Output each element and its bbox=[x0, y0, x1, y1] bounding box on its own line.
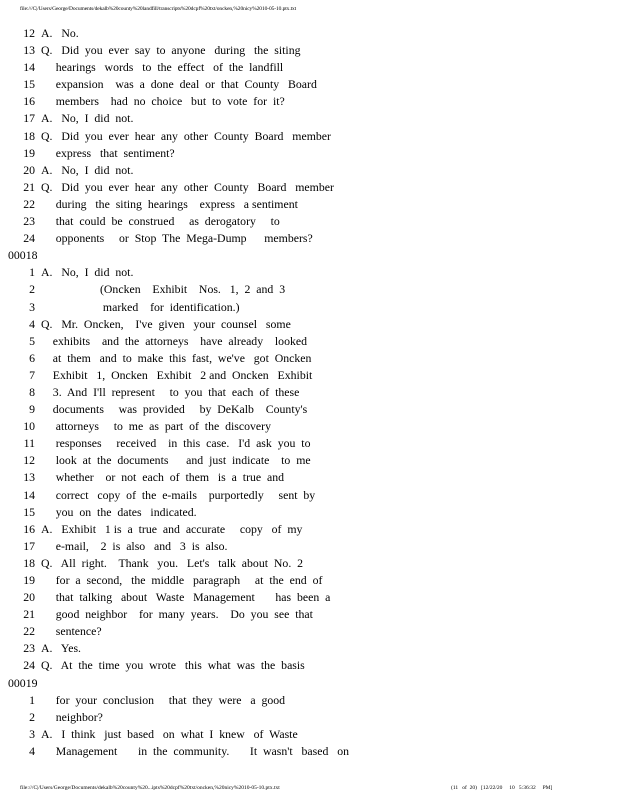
line-number: 18 bbox=[23, 128, 35, 143]
line-number: 17 bbox=[23, 111, 35, 126]
page-number: 00019 bbox=[8, 675, 38, 690]
line-text: opponents or Stop The Mega-Dump members? bbox=[41, 231, 313, 246]
line-number: 19 bbox=[23, 145, 35, 160]
line-text: that could be construed as derogatory to bbox=[41, 214, 280, 229]
line-text: whether or not each of them is a true and bbox=[41, 470, 285, 485]
line-number: 16 bbox=[23, 521, 35, 536]
transcript-line bbox=[8, 452, 608, 469]
line-text: for a second, the middle paragraph at the end of bbox=[41, 573, 323, 587]
line-number: 12 bbox=[23, 26, 35, 40]
line-text: during the siting hearings express a sentiment bbox=[41, 196, 298, 211]
line-number: 18 bbox=[23, 555, 35, 570]
transcript-line bbox=[8, 487, 608, 504]
line-number: 15 bbox=[23, 77, 35, 92]
line-text: Management in the community. It wasn't based on bbox=[41, 743, 350, 758]
line-number: 21 bbox=[23, 607, 35, 622]
transcript-line bbox=[8, 538, 608, 555]
line-text: sentence? bbox=[41, 624, 102, 639]
transcript-line bbox=[8, 76, 608, 93]
line-text: exhibits and the attorneys have already looked bbox=[41, 333, 308, 348]
transcript-line bbox=[8, 213, 608, 230]
footer-page-info: (11 of 20) [12/22/20 10 5:36:32 PM] bbox=[451, 785, 553, 791]
line-text: documents was provided by DeKalb County's bbox=[41, 402, 308, 417]
transcript-line bbox=[8, 128, 608, 145]
line-number: 2 bbox=[29, 282, 35, 297]
footer-file-path: file:///C|/Users/George/Documents/dekalb%20county%20...ipts%20dcpf%20txt/oncken,%20nicy%2010-05-10.ptx.txt bbox=[20, 785, 280, 791]
transcript-line bbox=[8, 555, 608, 572]
line-text: attorneys to me as part of the discovery bbox=[41, 419, 271, 434]
line-text: you on the dates indicated. bbox=[41, 504, 197, 519]
line-text: 3. And I'll represent to you that each of these bbox=[41, 384, 300, 399]
transcript-line bbox=[8, 179, 608, 196]
transcript-line bbox=[8, 657, 608, 674]
line-number: 14 bbox=[23, 487, 35, 502]
line-number: 19 bbox=[23, 573, 35, 587]
line-number: 13 bbox=[23, 470, 35, 485]
transcript-line bbox=[8, 692, 608, 709]
transcript-line bbox=[8, 230, 608, 247]
line-number: 15 bbox=[23, 504, 35, 519]
line-text: Q. Did you ever hear any other County Board member bbox=[41, 128, 331, 143]
transcript-line bbox=[8, 25, 608, 42]
line-text: Q. Mr. Oncken, I've given your counsel some bbox=[41, 316, 291, 331]
line-number: 20 bbox=[23, 162, 35, 177]
line-text: look at the documents and just indicate to me bbox=[41, 453, 311, 468]
transcript-line bbox=[8, 281, 608, 298]
line-text: A. No, I did not. bbox=[41, 265, 134, 280]
transcript-line bbox=[8, 469, 608, 486]
transcript-line bbox=[8, 145, 608, 162]
transcript-line bbox=[8, 299, 608, 316]
line-number: 12 bbox=[23, 453, 35, 468]
line-number: 13 bbox=[23, 43, 35, 58]
line-number: 10 bbox=[23, 419, 35, 434]
transcript-line bbox=[8, 504, 608, 521]
line-text: Q. At the time you wrote this what was the basis bbox=[41, 658, 305, 673]
line-number: 1 bbox=[29, 265, 35, 280]
line-number: 5 bbox=[29, 333, 35, 348]
line-text: marked for identification.) bbox=[41, 299, 240, 314]
line-text: for your conclusion that they were a good bbox=[41, 692, 286, 707]
line-number: 11 bbox=[23, 436, 35, 451]
line-text: A. Exhibit 1 is a true and accurate copy of my bbox=[41, 521, 303, 536]
line-number: 8 bbox=[29, 384, 35, 399]
line-number: 1 bbox=[29, 692, 35, 707]
transcript-line bbox=[8, 435, 608, 452]
line-number: 24 bbox=[23, 231, 35, 246]
transcript-line bbox=[8, 264, 608, 281]
line-text: expansion was a done deal or that County Board bbox=[41, 77, 317, 92]
transcript-line bbox=[8, 350, 608, 367]
transcript-line bbox=[8, 589, 608, 606]
line-number: 2 bbox=[29, 709, 35, 724]
line-text: good neighbor for many years. Do you see that bbox=[41, 607, 313, 622]
transcript-line bbox=[8, 162, 608, 179]
line-number: 9 bbox=[29, 402, 35, 417]
line-number: 4 bbox=[29, 316, 35, 331]
line-number: 24 bbox=[23, 658, 35, 673]
line-number: 23 bbox=[23, 641, 35, 656]
transcript-line bbox=[8, 572, 608, 589]
transcript-line bbox=[8, 606, 608, 623]
transcript-line bbox=[8, 743, 608, 760]
line-number: 20 bbox=[23, 590, 35, 605]
line-text: e-mail, 2 is also and 3 is also. bbox=[41, 538, 228, 553]
line-text: hearings words to the effect of the landfill bbox=[41, 60, 284, 75]
transcript-line bbox=[8, 196, 608, 213]
line-text: A. No, I did not. bbox=[41, 162, 134, 177]
line-text: Q. Did you ever hear any other County Board member bbox=[41, 179, 334, 194]
line-text: (Oncken Exhibit Nos. 1, 2 and 3 bbox=[41, 282, 286, 297]
line-number: 22 bbox=[23, 624, 35, 639]
transcript-line bbox=[8, 42, 608, 59]
line-number: 4 bbox=[29, 743, 35, 758]
line-text: neighbor? bbox=[41, 709, 103, 724]
line-number: 22 bbox=[23, 196, 35, 211]
transcript-line bbox=[8, 709, 608, 726]
line-text: at them and to make this fast, we've got Oncken bbox=[41, 350, 312, 365]
line-text: correct copy of the e-mails purportedly sent by bbox=[41, 487, 316, 502]
transcript-line bbox=[8, 367, 608, 384]
transcript-line bbox=[8, 623, 608, 640]
transcript-line bbox=[8, 333, 608, 350]
line-number: 3 bbox=[29, 299, 35, 314]
line-number: 23 bbox=[23, 214, 35, 229]
line-text: Exhibit 1, Oncken Exhibit 2 and Oncken Exhibit bbox=[41, 367, 313, 382]
line-number: 17 bbox=[23, 538, 35, 553]
transcript-line bbox=[8, 110, 608, 127]
line-text: express that sentiment? bbox=[41, 145, 175, 160]
line-number: 3 bbox=[29, 726, 35, 741]
transcript-line bbox=[8, 521, 608, 538]
line-number: 6 bbox=[29, 350, 35, 365]
line-text: A. No, I did not. bbox=[41, 111, 134, 126]
line-text: A. Yes. bbox=[41, 641, 81, 656]
transcript-line bbox=[8, 418, 608, 435]
transcript-line bbox=[8, 316, 608, 333]
transcript-line bbox=[8, 384, 608, 401]
transcript-line bbox=[8, 401, 608, 418]
transcript-line bbox=[8, 640, 608, 657]
transcript-body bbox=[8, 25, 608, 760]
transcript-line bbox=[8, 59, 608, 76]
line-number: 21 bbox=[23, 179, 35, 194]
line-text: Q. Did you ever say to anyone during the siting bbox=[41, 43, 301, 58]
line-text: A. No. bbox=[41, 26, 79, 40]
transcript-line bbox=[8, 726, 608, 743]
line-number: 7 bbox=[29, 367, 35, 382]
page-number: 00018 bbox=[8, 248, 38, 263]
line-text: that talking about Waste Management has been a bbox=[41, 590, 331, 605]
line-text: Q. All right. Thank you. Let's talk about No. 2 bbox=[41, 555, 304, 570]
line-text: members had no choice but to vote for it? bbox=[41, 94, 285, 109]
line-text: responses received in this case. I'd ask you to bbox=[41, 436, 311, 451]
line-number: 16 bbox=[23, 94, 35, 109]
line-number: 14 bbox=[23, 60, 35, 75]
header-file-path: file:///C|/Users/George/Documents/dekalb%20county%20landfill/transcripts%20dcpf%20txt/oncken,%20nicy%2010-05-10.ptx.txt bbox=[20, 6, 297, 12]
line-text: A. I think just based on what I knew of Waste bbox=[41, 726, 298, 741]
transcript-line bbox=[8, 93, 608, 110]
